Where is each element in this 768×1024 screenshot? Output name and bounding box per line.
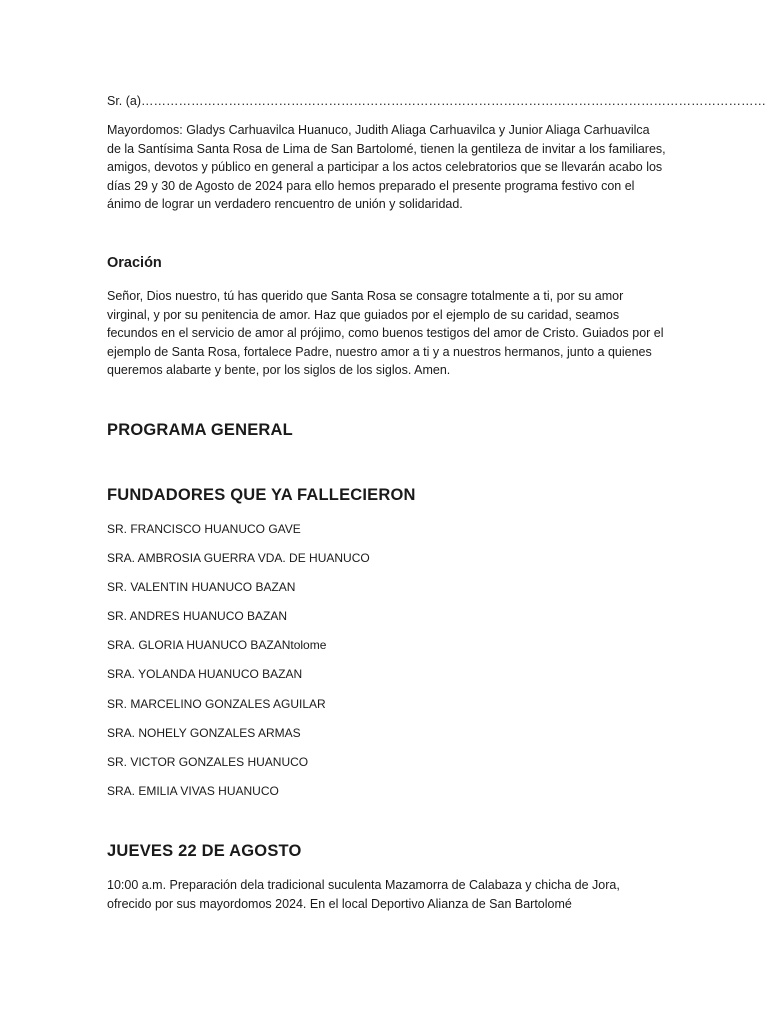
list-item: SR. ANDRES HUANUCO BAZAN bbox=[107, 609, 288, 624]
list-item: SRA. YOLANDA HUANUCO BAZAN bbox=[107, 667, 303, 682]
salutation-line: Sr. (a)…………………………………………………………………………………………………………………………………… bbox=[107, 94, 767, 108]
oracion-heading: Oración bbox=[107, 255, 162, 271]
list-item: SR. MARCELINO GONZALES AGUILAR bbox=[107, 696, 326, 711]
list-item: SRA. EMILIA VIVAS HUANUCO bbox=[107, 783, 279, 798]
jueves-paragraph: 10:00 a.m. Preparación dela tradicional suculenta Mazamorra de Calabaza y chicha de Jora, ofrecido por sus mayordomos 2024. En el local Deportivo Alianza de San Bartolomé bbox=[107, 878, 620, 911]
programa-general-heading: PROGRAMA GENERAL bbox=[107, 421, 293, 439]
list-item: SRA. AMBROSIA GUERRA VDA. DE HUANUCO bbox=[107, 551, 370, 566]
fundadores-heading: FUNDADORES QUE YA FALLECIERON bbox=[107, 486, 416, 504]
list-item: SR. FRANCISCO HUANUCO GAVE bbox=[107, 522, 301, 536]
fundadores-list bbox=[107, 521, 370, 812]
list-item: SR. VICTOR GONZALES HUANUCO bbox=[107, 754, 309, 769]
jueves-heading: JUEVES 22 DE AGOSTO bbox=[107, 842, 302, 860]
intro-paragraph: Mayordomos: Gladys Carhuavilca Huanuco, Judith Aliaga Carhuavilca y Junior Aliaga Carhuavilca de la Santísima Santa Rosa de Lima de San Bartolomé, tienen la gentileza de invitar a los familiares, amigos, devotos y público en general a participar a los actos celebratorios que se llevarán acabo los días 29 y 30 de Agosto de 2024 para ello hemos preparado el presente programa festivo con el ánimo de lograr un verdadero rencuentro de unión y solidaridad. bbox=[107, 123, 666, 212]
list-item: SRA. GLORIA HUANUCO BAZANtolome bbox=[107, 638, 327, 653]
oracion-paragraph: Señor, Dios nuestro, tú has querido que Santa Rosa se consagre totalmente a ti, por su amor virginal, y por su penitencia de amor. Haz que guiados por el ejemplo de su caridad, seamos fecundos en el servicio de amor al prójimo, como buenos testigos del amor de Cristo. Guiados por el ejemplo de Santa Rosa, fortalece Padre, nuestro amor a ti y a nuestros hermanos, junto a quienes queremos alabarte y bente, por los siglos de los siglos. Amen. bbox=[107, 289, 664, 378]
list-item: SR. VALENTIN HUANUCO BAZAN bbox=[107, 580, 296, 595]
list-item: SRA. NOHELY GONZALES ARMAS bbox=[107, 725, 301, 740]
